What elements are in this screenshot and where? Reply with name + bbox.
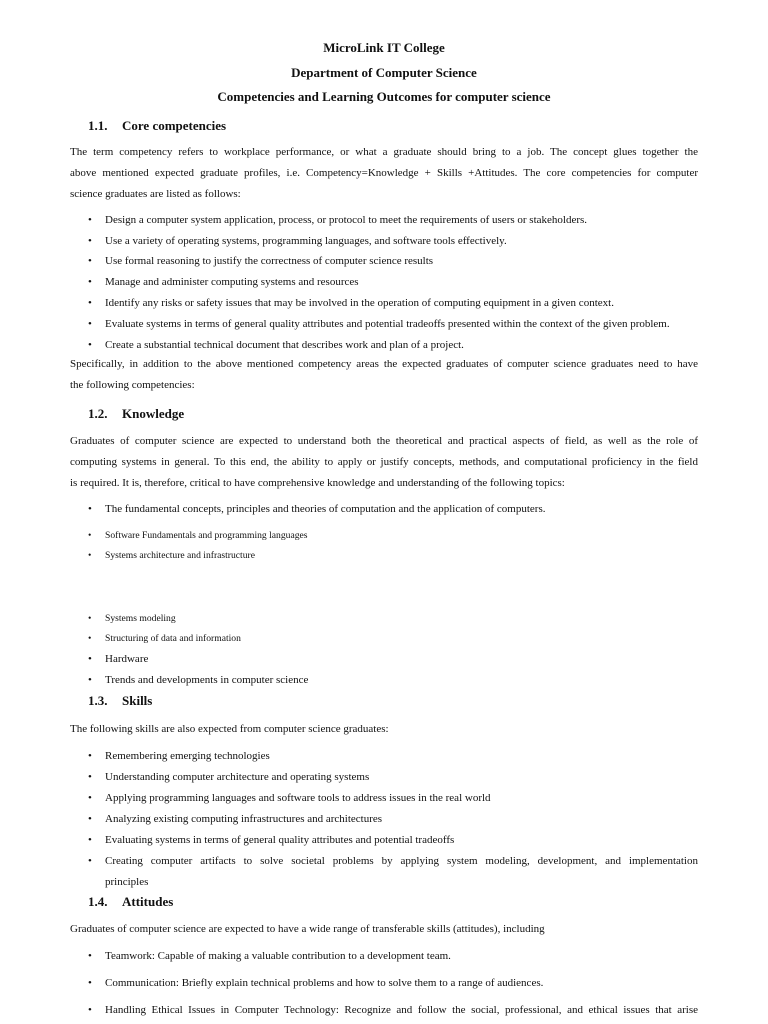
paragraph-core-after bbox=[70, 354, 698, 396]
list-item-text bbox=[105, 853, 698, 895]
paragraph-knowledge-intro bbox=[70, 431, 698, 494]
list-item-text: Manage and administer computing systems and resources bbox=[105, 276, 359, 288]
list-item-text: Hardware bbox=[105, 653, 149, 665]
bullet-icon: • bbox=[88, 276, 92, 288]
section-number: 1.3. bbox=[88, 693, 108, 708]
text-line: Graduates of computer science are expected to have a wide range of transferable skills (attitudes), including bbox=[70, 923, 545, 935]
section-number: 1.2. bbox=[88, 406, 108, 421]
list-item bbox=[88, 853, 698, 895]
list-item-text: Evaluating systems in terms of general quality attributes and potential tradeoffs bbox=[105, 834, 455, 846]
list-item-text: Trends and developments in computer science bbox=[105, 674, 309, 686]
list-item-text: Analyzing existing computing infrastructures and architectures bbox=[105, 813, 383, 825]
bullet-icon: • bbox=[88, 633, 92, 644]
text-line: Graduates of computer science are expected to understand both the theoretical and practical aspects of field, as well as the role of bbox=[70, 435, 698, 447]
bullet-icon: • bbox=[88, 318, 92, 330]
paragraph-attitudes-intro bbox=[70, 919, 698, 940]
text-line: above mentioned expected graduate profiles, i.e. Competency=Knowledge + Skills +Attitudes. The core competencies for computer bbox=[70, 167, 698, 179]
bullet-icon: • bbox=[88, 297, 92, 309]
list-item-text bbox=[105, 1002, 698, 1023]
list-item-text: Remembering emerging technologies bbox=[105, 750, 270, 762]
bullet-icon: • bbox=[88, 653, 92, 665]
section-title: Attitudes bbox=[122, 894, 174, 909]
bullet-icon: • bbox=[88, 339, 92, 351]
list-item-text: Evaluate systems in terms of general quality attributes and potential tradeoffs presented within the context of the given problem. bbox=[105, 318, 670, 330]
section-number: 1.1. bbox=[88, 118, 108, 133]
college-name: MicroLink IT College bbox=[323, 40, 445, 55]
text-line: the following competencies: bbox=[70, 379, 195, 391]
section-title: Skills bbox=[122, 693, 153, 708]
list-item-text: Create a substantial technical document that describes work and plan of a project. bbox=[105, 339, 464, 351]
bullet-icon: • bbox=[88, 950, 92, 962]
text-line: The term competency refers to workplace performance, or what a graduate should bring to a job. The concept glues together the bbox=[70, 146, 698, 158]
list-item-text: Use a variety of operating systems, programming languages, and software tools effectively. bbox=[105, 235, 507, 247]
text-line: Handling Ethical Issues in Computer Technology: Recognize and follow the social, professional, and ethical issues that arise bbox=[105, 1004, 698, 1016]
list-item-text: Understanding computer architecture and operating systems bbox=[105, 771, 370, 783]
bullet-icon: • bbox=[88, 834, 92, 846]
list-item-text: Applying programming languages and software tools to address issues in the real world bbox=[105, 792, 491, 804]
text-line: principles bbox=[105, 876, 149, 888]
department-name: Department of Computer Science bbox=[291, 65, 477, 80]
list-item-text: Structuring of data and information bbox=[105, 633, 241, 644]
bullet-icon: • bbox=[88, 1004, 92, 1016]
section-heading-attitudes bbox=[88, 894, 173, 910]
list-item bbox=[88, 1002, 698, 1023]
bullet-icon: • bbox=[88, 750, 92, 762]
list-item-text: The fundamental concepts, principles and theories of computation and the application of computers. bbox=[105, 503, 546, 515]
list-item-text: Systems modeling bbox=[105, 613, 176, 624]
section-title: Core competencies bbox=[122, 118, 227, 133]
list-item-text: Design a computer system application, process, or protocol to meet the requirements of users or stakeholders. bbox=[105, 214, 588, 226]
bullet-icon: • bbox=[88, 550, 92, 561]
text-line: The following skills are also expected from computer science graduates: bbox=[70, 723, 389, 735]
bullet-icon: • bbox=[88, 613, 92, 624]
section-heading-skills bbox=[88, 693, 152, 709]
list-item-text: Identify any risks or safety issues that may be involved in the operation of computing equipment in a given context. bbox=[105, 297, 614, 309]
section-number: 1.4. bbox=[88, 894, 108, 909]
list-item-text: Teamwork: Capable of making a valuable contribution to a development team. bbox=[105, 950, 451, 962]
bullet-icon: • bbox=[88, 771, 92, 783]
section-heading-knowledge bbox=[88, 406, 184, 422]
paragraph-core-intro bbox=[70, 142, 698, 205]
bullet-icon: • bbox=[88, 235, 92, 247]
list-item-text: Software Fundamentals and programming languages bbox=[105, 530, 308, 541]
list-item-text: Use formal reasoning to justify the correctness of computer science results bbox=[105, 255, 434, 267]
text-line: Specifically, in addition to the above mentioned competency areas the expected graduates of computer science graduates need to have bbox=[70, 358, 698, 370]
list-item-text: Communication: Briefly explain technical problems and how to solve them to a range of audiences. bbox=[105, 977, 544, 989]
text-line: science graduates are listed as follows: bbox=[70, 188, 241, 200]
section-title: Knowledge bbox=[122, 406, 185, 421]
paragraph-skills-intro bbox=[70, 719, 698, 740]
bullet-icon: • bbox=[88, 813, 92, 825]
text-line: is required. It is, therefore, critical to have comprehensive knowledge and understanding of the following topics: bbox=[70, 477, 565, 489]
list-item-text: Systems architecture and infrastructure bbox=[105, 550, 255, 561]
section-heading-core bbox=[88, 118, 226, 134]
document-title: Competencies and Learning Outcomes for computer science bbox=[217, 89, 551, 104]
bullet-icon: • bbox=[88, 792, 92, 804]
bullet-icon: • bbox=[88, 855, 92, 867]
text-line: computing systems in general. To this end, the ability to apply or justify concepts, methods, and computational proficiency in the field bbox=[70, 456, 698, 468]
bullet-icon: • bbox=[88, 255, 92, 267]
bullet-icon: • bbox=[88, 503, 92, 515]
text-line: Creating computer artifacts to solve societal problems by applying system modeling, development, and implementation bbox=[105, 855, 698, 867]
bullet-icon: • bbox=[88, 674, 92, 686]
bullet-icon: • bbox=[88, 214, 92, 226]
bullet-icon: • bbox=[88, 530, 92, 541]
bullet-icon: • bbox=[88, 977, 92, 989]
